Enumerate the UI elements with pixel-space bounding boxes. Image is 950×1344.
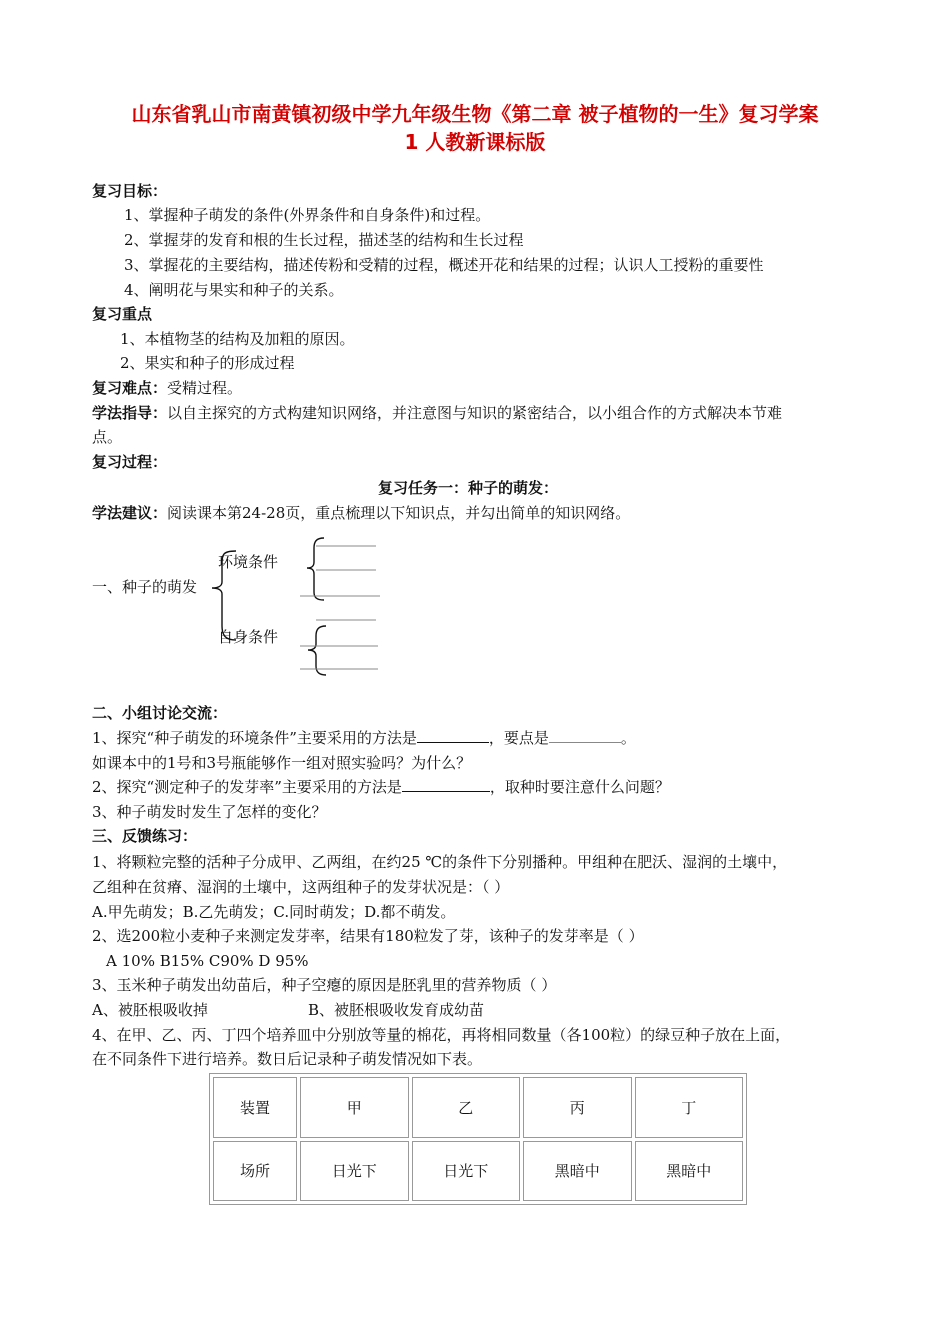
title-line-1: 山东省乳山市南黄镇初级中学九年级生物《第二章 被子植物的一生》复习学案 (131, 102, 819, 126)
table-cell: 日光下 (300, 1141, 409, 1202)
diagram-branch-self: 自身条件 (218, 628, 279, 646)
table-cell: 丁 (635, 1077, 744, 1138)
self-brace (308, 626, 326, 675)
goal-item: 4、阐明花与果实和种子的关系。 (124, 281, 344, 299)
discussion-q1-followup: 如课本中的1号和3号瓶能够作一组对照实验吗？为什么？ (92, 754, 472, 772)
method-text: 以自主探究的方式构建知识网络，并注意图与知识的紧密结合，以小组合作的方式解决本节难 (167, 404, 783, 422)
goal-item: 3、掌握花的主要结构，描述传粉和受精的过程，概述开花和结果的过程；认识人工授粉的重要性 (124, 256, 764, 274)
method-text-cont: 点。 (92, 428, 123, 446)
table-row (213, 1077, 743, 1138)
practice-q4-line2: 在不同条件下进行培养。数日后记录种子萌发情况如下表。 (92, 1050, 483, 1068)
table-cell: 甲 (300, 1077, 409, 1138)
q1-blank-method[interactable] (417, 728, 489, 743)
method-heading: 学法指导： (92, 404, 168, 422)
goal-item: 2、掌握芽的发育和根的生长过程，描述茎的结构和生长过程 (124, 231, 524, 249)
environment-brace (307, 538, 324, 600)
practice-q2-options: A 10% B15% C90% D 95% (106, 952, 309, 970)
q1-text-b: ，要点是 (488, 729, 549, 747)
diagram-branch-environment: 环境条件 (218, 553, 279, 571)
practice-q1-options: A.甲先萌发；B.乙先萌发；C.同时萌发；D.都不萌发。 (92, 903, 456, 921)
q1-text-a: 1、探究“种子萌发的环境条件”主要采用的方法是 (92, 729, 417, 747)
advice-heading: 学法建议： (92, 504, 168, 522)
goal-item: 1、掌握种子萌发的条件(外界条件和自身条件)和过程。 (124, 206, 491, 224)
discussion-q1 (92, 727, 636, 749)
table-cell: 乙 (412, 1077, 521, 1138)
process-heading: 复习过程： (92, 453, 168, 471)
table-cell: 装置 (213, 1077, 297, 1138)
table-cell: 丙 (523, 1077, 632, 1138)
practice-q4-line1: 4、在甲、乙、丙、丁四个培养皿中分别放等量的棉花，再将相同数量（各100粒）的绿豆种子放在上面， (92, 1026, 791, 1044)
task1-heading: 复习任务一：种子的萌发： (378, 479, 559, 497)
advice-text: 阅读课本第24-28页，重点梳理以下知识点，并勾出简单的知识网络。 (167, 504, 631, 522)
q2-text-b: ，取种时要注意什么问题？ (489, 778, 670, 796)
difficulty-heading: 复习难点： (92, 379, 168, 397)
table-cell: 场所 (213, 1141, 297, 1202)
focus-item: 2、果实和种子的形成过程 (120, 354, 295, 372)
focus-heading: 复习重点 (92, 305, 153, 323)
main-brace (212, 551, 236, 640)
q2-text-a: 2、探究“测定种子的发芽率”主要采用的方法是 (92, 778, 402, 796)
discussion-q3: 3、种子萌发时发生了怎样的变化？ (92, 803, 327, 821)
table-cell: 黑暗中 (523, 1141, 632, 1202)
focus-item: 1、本植物茎的结构及加粗的原因。 (120, 330, 355, 348)
practice-q1-line2: 乙组种在贫瘠、湿润的土壤中，这两组种子的发芽状况是：（ ） (92, 878, 510, 896)
q1-blank-points[interactable] (549, 728, 621, 743)
goals-heading: 复习目标： (92, 182, 168, 200)
practice-heading: 三、反馈练习： (92, 827, 198, 845)
table-cell: 日光下 (412, 1141, 521, 1202)
diagram-root: 一、种子的萌发 (92, 578, 198, 596)
practice-q3-option-a: A、被胚根吸收掉 (92, 1001, 208, 1019)
table-cell: 黑暗中 (635, 1141, 744, 1202)
practice-q3: 3、玉米种子萌发出幼苗后，种子空瘪的原因是胚乳里的营养物质（ ） (92, 976, 557, 994)
discussion-q2 (92, 776, 670, 798)
q1-text-c: 。 (620, 729, 636, 747)
title-line-2: 1 人教新课标版 (404, 130, 546, 154)
discussion-heading: 二、小组讨论交流： (92, 704, 228, 722)
q2-blank-method[interactable] (402, 777, 490, 792)
practice-q3-option-b: B、被胚根吸收发育成幼苗 (308, 1001, 485, 1019)
practice-q1-line1: 1、将颗粒完整的活种子分成甲、乙两组，在约25 ℃的条件下分别播种。甲组种在肥沃、湿润的土壤中， (92, 853, 788, 871)
practice-q2: 2、选200粒小麦种子来测定发芽率，结果有180粒发了芽，该种子的发芽率是（ ） (92, 927, 644, 945)
table-row (213, 1141, 743, 1202)
difficulty-text: 受精过程。 (167, 379, 243, 397)
germination-table (209, 1073, 747, 1205)
